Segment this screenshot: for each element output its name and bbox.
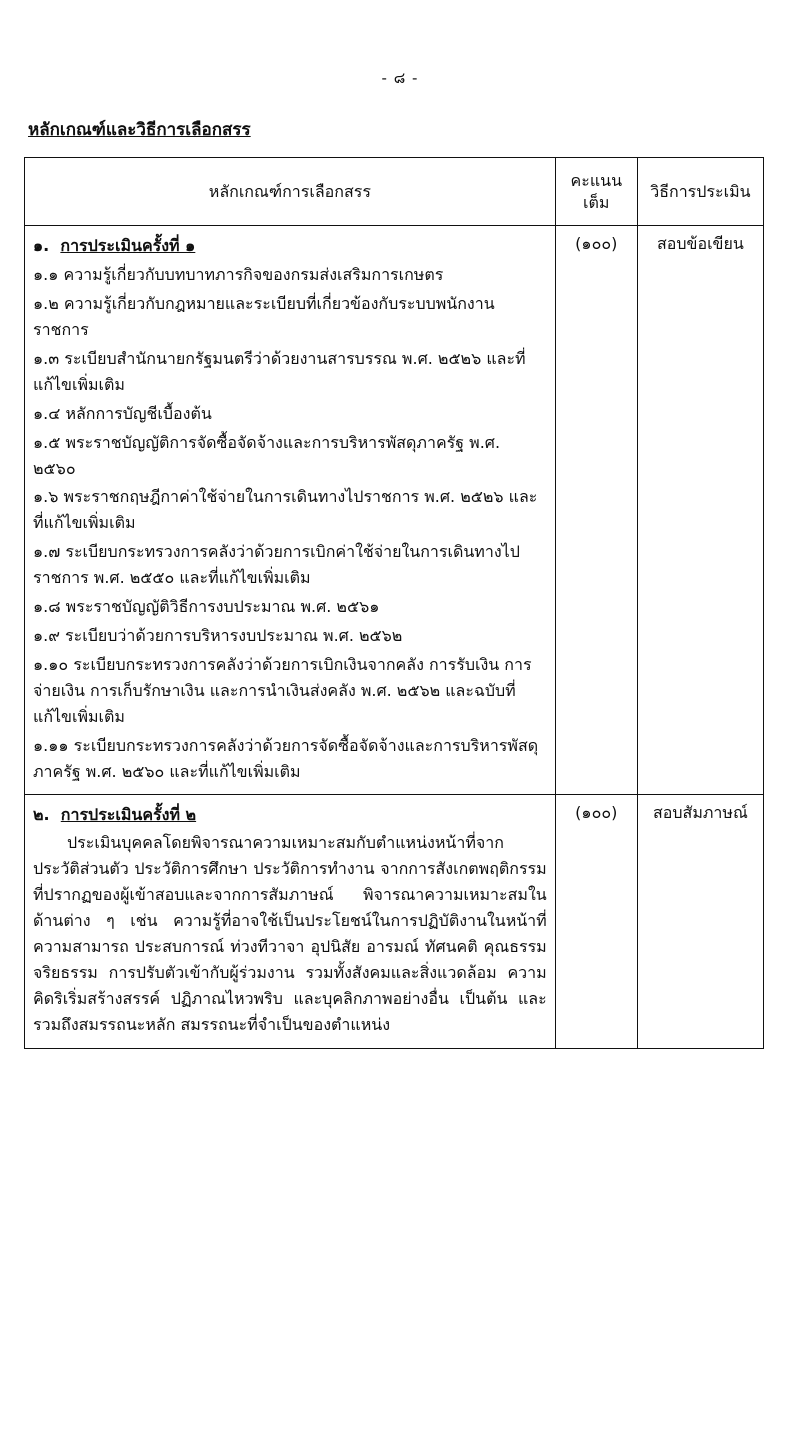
header-score-line2: เต็ม	[583, 192, 610, 212]
row-title-2: ๒. การประเมินครั้งที่ ๒	[33, 805, 197, 825]
row-title-1: ๑. การประเมินครั้งที่ ๑	[33, 236, 196, 256]
header-score	[555, 158, 637, 226]
criteria-cell-1	[25, 226, 556, 795]
list-item: ๑.๙ ระเบียบว่าด้วยการบริหารงบประมาณ พ.ศ. ๒๕๖๒	[33, 625, 403, 645]
list-item: ๑.๑๐ ระเบียบกระทรวงการคลังว่าด้วยการเบิกเงินจากคลัง การรับเงิน การจ่ายเงิน การเก็บรักษาเงิน และการนำเงินส่งคลัง พ.ศ. ๒๕๖๒ และฉบับที่แก้ไขเพิ่มเติม	[33, 654, 532, 726]
list-item: ๑.๒ ความรู้เกี่ยวกับกฎหมายและระเบียบที่เกี่ยวข้องกับระบบพนักงานราชการ	[33, 294, 495, 339]
table-row	[25, 795, 764, 1048]
list-item: ๑.๓ ระเบียบสำนักนายกรัฐมนตรีว่าด้วยงานสารบรรณ พ.ศ. ๒๕๒๖ และที่แก้ไขเพิ่มเติม	[33, 348, 526, 394]
list-item: ๑.๖ พระราชกฤษฎีกาค่าใช้จ่ายในการเดินทางไปราชการ พ.ศ. ๒๕๒๖ และที่แก้ไขเพิ่มเติม	[33, 487, 538, 533]
list-item: ๑.๑๑ ระเบียบกระทรวงการคลังว่าด้วยการจัดซื้อจัดจ้างและการบริหารพัสดุภาครัฐ พ.ศ. ๒๕๖๐ และที่แก้ไขเพิ่มเติม	[33, 735, 539, 781]
list-item: ๑.๕ พระราชบัญญัติการจัดซื้อจัดจ้างและการบริหารพัสดุภาครัฐ พ.ศ. ๒๕๖๐	[33, 432, 501, 478]
table-row	[25, 226, 764, 795]
criteria-cell-2	[25, 795, 556, 1048]
header-score-line1: คะแนน	[570, 171, 622, 190]
page-title: หลักเกณฑ์และวิธีการเลือกสรร	[28, 120, 251, 140]
section-heading-wrap	[0, 90, 800, 143]
page-number: - ๘ -	[381, 69, 419, 87]
document-page	[0, 66, 800, 1442]
score-cell-1: (๑๐๐)	[555, 226, 637, 795]
header-criteria: หลักเกณฑ์การเลือกสรร	[25, 158, 556, 226]
criteria-list-1	[33, 262, 547, 784]
score-cell-2: (๑๐๐)	[555, 795, 637, 1048]
list-item: ๑.๔ หลักการบัญชีเบื้องต้น	[33, 403, 212, 423]
method-cell-2: สอบสัมภาษณ์	[637, 795, 763, 1048]
table-header-row	[25, 158, 764, 226]
header-method: วิธีการประเมิน	[637, 158, 763, 226]
list-item: ๑.๑ ความรู้เกี่ยวกับบทบาทภารกิจของกรมส่งเสริมการเกษตร	[33, 265, 444, 285]
list-item: ๑.๘ พระราชบัญญัติวิธีการงบประมาณ พ.ศ. ๒๕๖๑	[33, 597, 380, 617]
method-cell-1: สอบข้อเขียน	[637, 226, 763, 795]
criteria-table	[24, 157, 764, 1049]
criteria-paragraph-2: ประเมินบุคคลโดยพิจารณาความเหมาะสมกับตำแหน่งหน้าที่จากประวัติส่วนตัว ประวัติการศึกษา ประวัติการทำงาน จากการสังเกตพฤติกรรมที่ปรากฏของผู้เข้าสอบและจากการสัมภาษณ์ พิจารณาความเหมาะสมในด้านต่าง ๆ เช่น ความรู้ที่อาจใช้เป็นประโยชน์ในการปฏิบัติงานในหน้าที่ ความสามารถ ประสบการณ์ ท่วงทีวาจา อุปนิสัย อารมณ์ ทัศนคติ คุณธรรม จริยธรรม การปรับตัวเข้ากับผู้ร่วมงาน รวมทั้งสังคมและสิ่งแวดล้อม ความคิดริเริ่มสร้างสรรค์ ปฏิภาณไหวพริบ และบุคลิกภาพอย่างอื่น เป็นต้น และรวมถึงสมรรถนะหลัก สมรรถนะที่จำเป็นของตำแหน่ง	[33, 833, 547, 1034]
list-item: ๑.๗ ระเบียบกระทรวงการคลังว่าด้วยการเบิกค่าใช้จ่ายในการเดินทางไปราชการ พ.ศ. ๒๕๕๐ และที่แก้ไขเพิ่มเติม	[33, 542, 520, 588]
